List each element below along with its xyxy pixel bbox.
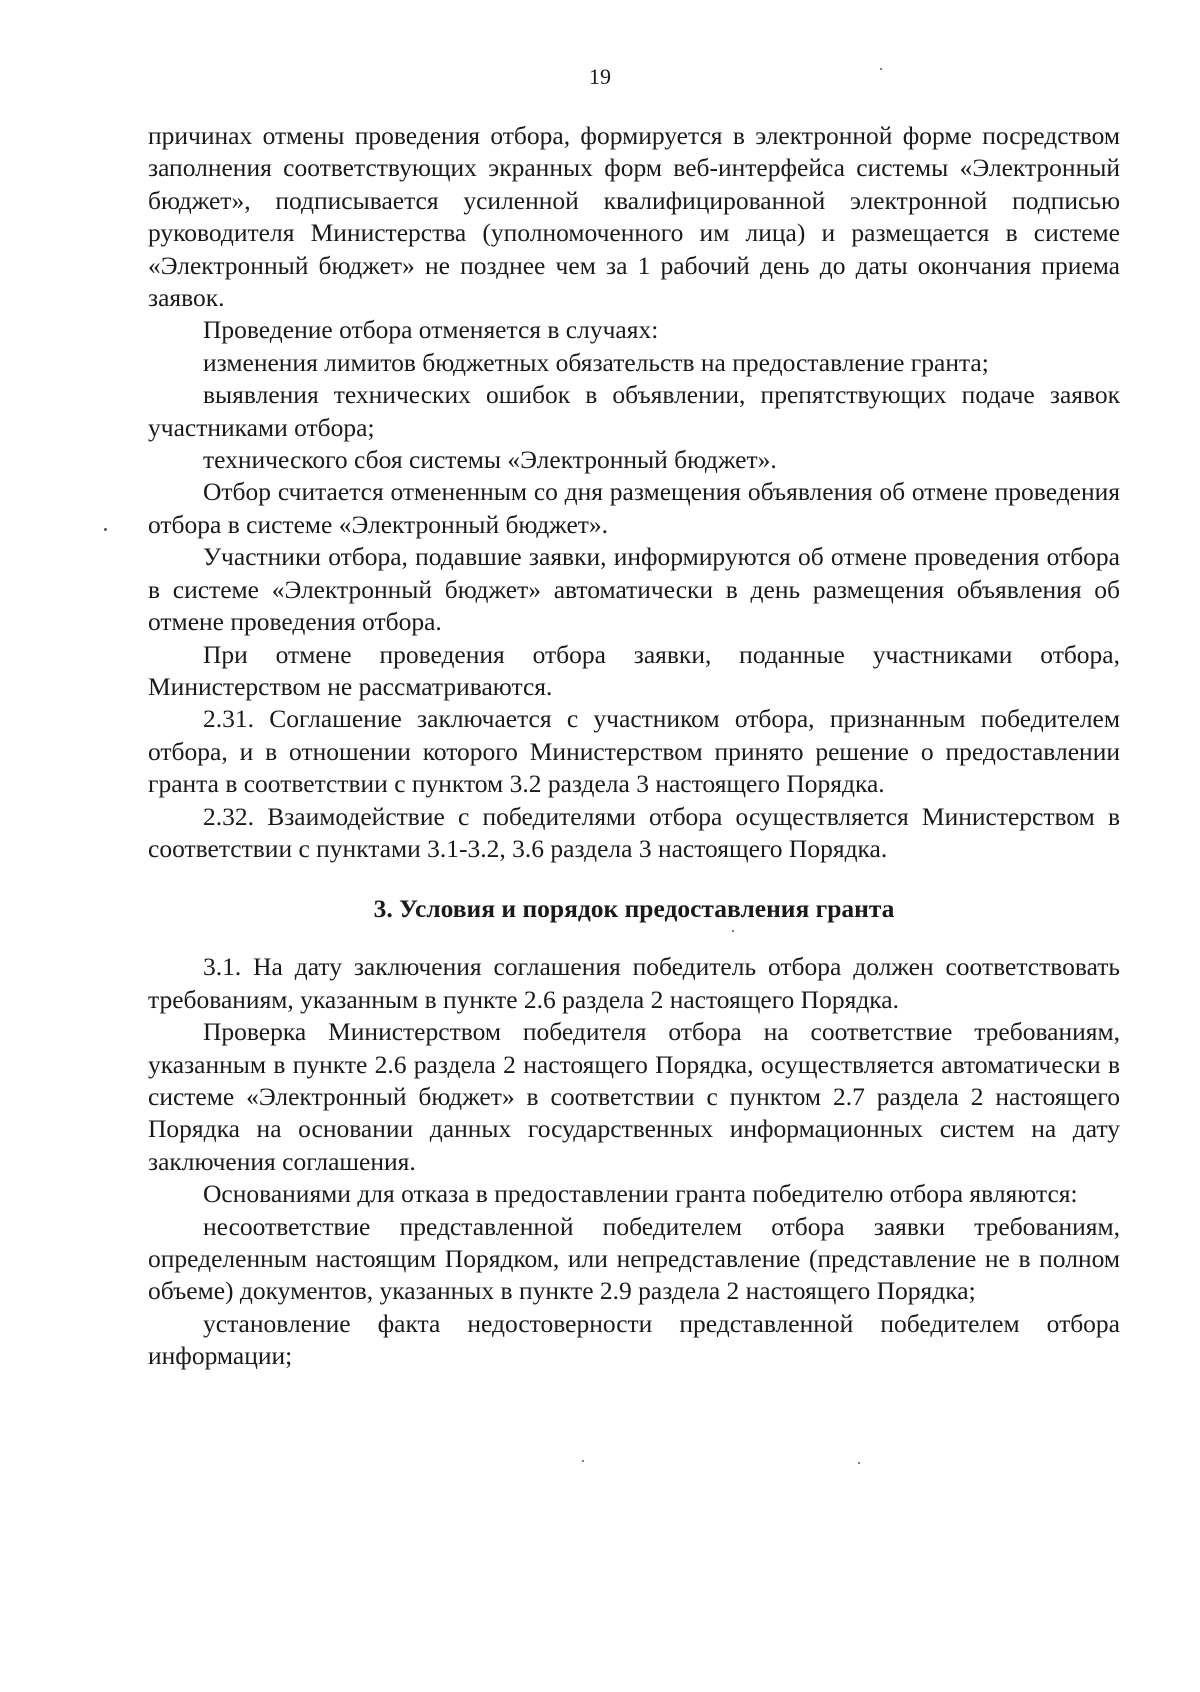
paragraph: Основаниями для отказа в предоставлении гранта победителю отбора являются: (203, 1179, 1078, 1209)
scan-speck (104, 528, 107, 531)
paragraph: несоответствие представленной победителем отбора заявки требованиям, определенным настоящим Порядком, или непредставление (представление не в полном объеме) документов, указанных в пункте 2.9 раздела 2 настоящего Порядка; (148, 1211, 1120, 1306)
paragraph: изменения лимитов бюджетных обязательств на предоставление гранта; (203, 347, 989, 377)
paragraph: Участники отбора, подавшие заявки, информируются об отмене проведения отбора в системе «Электронный бюджет» автоматически в день размещения объявления об отмене проведения отбора. (148, 542, 1120, 637)
page-number: 19 (589, 64, 611, 89)
paragraph: выявления технических ошибок в объявлении, препятствующих подаче заявок участниками отбора; (148, 380, 1120, 442)
document-body (148, 120, 1120, 1373)
scan-speck (858, 1462, 860, 1464)
paragraph: причинах отмены проведения отбора, формируется в электронной форме посредством заполнения соответствующих экранных форм веб-интерфейса системы «Электронный бюджет», подписывается усиленной квалифицированной электронной подписью руководителя Министерства (уполномоченного им лица) и размещается в системе «Электронный бюджет» не позднее чем за 1 рабочий день до даты окончания приема заявок. (148, 121, 1120, 313)
section-2-continuation (148, 120, 1120, 865)
section-heading: 3. Условия и порядок предоставления гранта (373, 894, 895, 924)
paragraph: При отмене проведения отбора заявки, поданные участниками отбора, Министерством не рассматриваются. (148, 639, 1120, 701)
paragraph: Отбор считается отмененным со дня размещения объявления об отмене проведения отбора в системе «Электронный бюджет». (148, 477, 1120, 539)
scan-speck (582, 1460, 584, 1462)
scan-speck (732, 930, 734, 932)
scan-speck (880, 68, 882, 70)
paragraph-clause-2-31: 2.31. Соглашение заключается с участником отбора, признанным победителем отбора, и в отношении которого Министерством принято решение о предоставлении гранта в соответствии с пунктом 3.2 раздела 3 настоящего Порядка. (148, 704, 1120, 799)
paragraph: Проведение отбора отменяется в случаях: (203, 315, 659, 345)
paragraph: технического сбоя системы «Электронный бюджет». (203, 445, 777, 475)
paragraph: установление факта недостоверности представленной победителем отбора информации; (148, 1308, 1120, 1371)
paragraph: Проверка Министерством победителя отбора на соответствие требованиям, указанным в пункте 2.6 раздела 2 настоящего Порядка, осуществляется автоматически в системе «Электронный бюджет» в соответствии с пунктом 2.7 раздела 2 настоящего Порядка на основании данных государственных информационных систем на дату заключения соглашения. (148, 1017, 1120, 1176)
section-3-content (148, 951, 1120, 1372)
paragraph-clause-3-1: 3.1. На дату заключения соглашения победитель отбора должен соответствовать требованиям, указанным в пункте 2.6 раздела 2 настоящего Порядка. (148, 952, 1120, 1014)
paragraph-clause-2-32: 2.32. Взаимодействие с победителями отбора осуществляется Министерством в соответствии с пунктами 3.1-3.2, 3.6 раздела 3 настоящего Порядка. (148, 801, 1120, 863)
